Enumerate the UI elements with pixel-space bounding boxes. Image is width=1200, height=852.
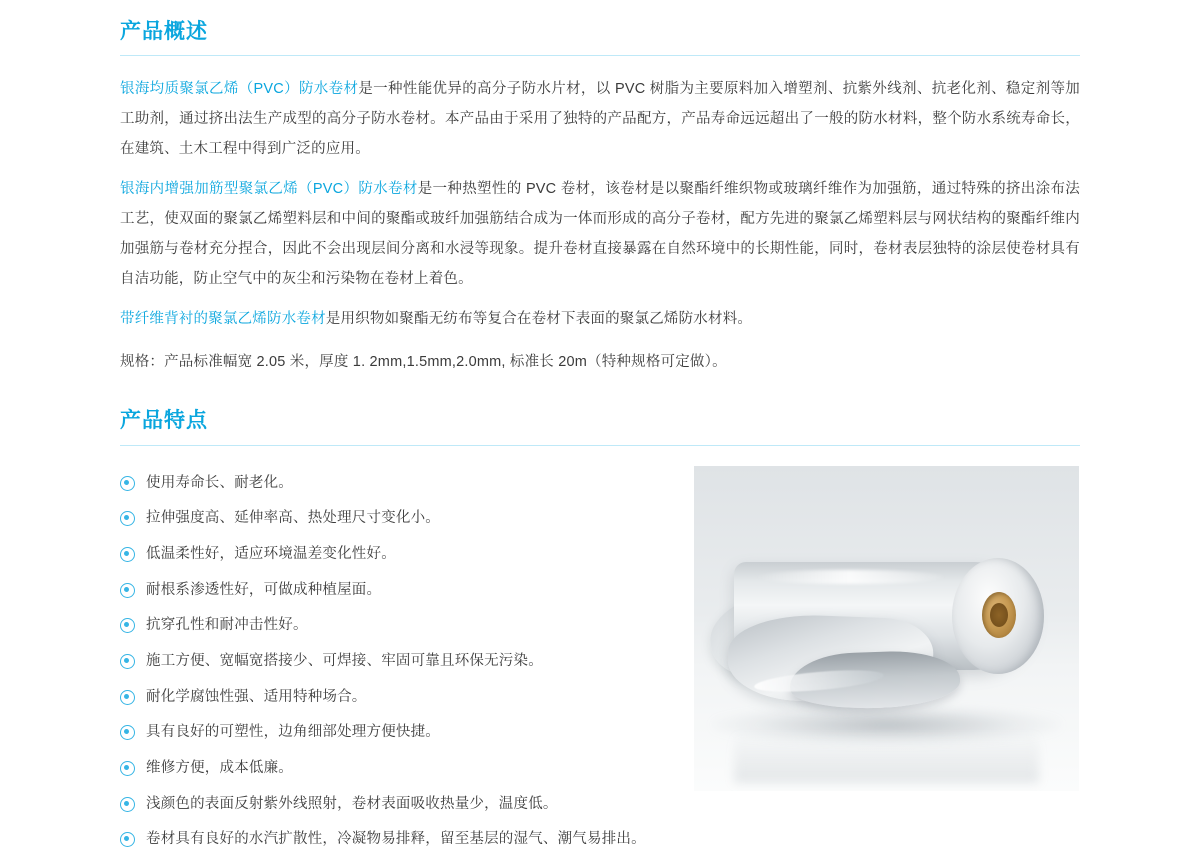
list-item: [120, 757, 680, 780]
product-photo: [694, 466, 1079, 791]
section-product-features: [120, 407, 1080, 851]
bullet-circle-icon: [120, 797, 135, 812]
bullet-circle-icon: [120, 725, 135, 740]
overview-paragraph: [120, 74, 1080, 164]
overview-paragraph: [120, 174, 1080, 294]
feature-text: 维修方便，成本低廉。: [146, 760, 293, 777]
page-content: [120, 18, 1080, 852]
features-layout: [120, 464, 1080, 852]
feature-text: 耐化学腐蚀性强、适用特种场合。: [146, 688, 367, 705]
photo-reflection: [734, 731, 1039, 783]
bullet-circle-icon: [120, 761, 135, 776]
specification-line: 规格：产品标准幅宽 2.05 米，厚度 1. 2mm,1.5mm,2.0mm, 标准长 20m（特种规格可定做）。: [120, 354, 727, 371]
feature-text: 使用寿命长、耐老化。: [146, 474, 293, 491]
section-title-features: 产品特点: [120, 409, 208, 433]
bullet-circle-icon: [120, 476, 135, 491]
section-divider-overview: [120, 55, 1080, 56]
membrane-roll-core: [982, 592, 1016, 638]
list-item: [120, 793, 680, 816]
feature-text: 施工方便、宽幅宽搭接少、可焊接、牢固可靠且环保无污染。: [146, 653, 543, 670]
feature-text: 卷材具有良好的水汽扩散性，冷凝物易排释，留至基层的湿气、潮气易排出。: [146, 831, 646, 848]
section-title-overview: 产品概述: [120, 20, 208, 43]
feature-text: 浅颜色的表面反射紫外线照射，卷材表面吸收热量少，温度低。: [146, 795, 558, 812]
paragraph-body-text: 是一种热塑性的 PVC 卷材，该卷材是以聚酯纤维织物或玻璃纤维作为加强筋，通过特殊的挤出涂布法工艺，使双面的聚氯乙烯塑料层和中间的聚酯或玻纤加强筋结合成为一体而形成的高分子卷材，配方先进的聚氯乙烯塑料层与网状结构的聚酯纤维内加强筋与卷材充分捏合，因此不会出现层间分离和水浸等现象。提升卷材直接暴露在自然环境中的长期性能，同时，卷材表层独特的涂层使卷材具有自洁功能，防止空气中的灰尘和污染物在卷材上着色。: [120, 181, 1080, 288]
paragraph-body-text: 是一种性能优异的高分子防水片材，以 PVC 树脂为主要原料加入增塑剂、抗紫外线剂、抗老化剂、稳定剂等加工助剂，通过挤出法生产成型的高分子防水卷材。本产品由于采用了独特的产品配方，产品寿命远远超出了一般的防水材料，整个防水系统寿命长，在建筑、土木工程中得到广泛的应用。: [120, 81, 1080, 158]
feature-text: 拉伸强度高、延伸率高、热处理尺寸变化小。: [146, 510, 440, 527]
feature-text: 耐根系渗透性好，可做成种植屋面。: [146, 581, 382, 598]
bullet-circle-icon: [120, 583, 135, 598]
bullet-circle-icon: [120, 547, 135, 562]
section-product-overview: [120, 18, 1080, 377]
section-divider-features: [120, 445, 1080, 446]
list-item: [120, 507, 680, 530]
bullet-circle-icon: [120, 832, 135, 847]
feature-text: 具有良好的可塑性，边角细部处理方便快捷。: [146, 724, 440, 741]
list-item: [120, 721, 680, 744]
paragraph-lead-term: 银海均质聚氯乙烯（PVC）防水卷材: [120, 81, 359, 98]
feature-text: 抗穿孔性和耐冲击性好。: [146, 617, 308, 634]
paragraph-lead-term: 带纤维背衬的聚氯乙烯防水卷材: [120, 311, 326, 328]
list-item: [120, 579, 680, 602]
bullet-circle-icon: [120, 511, 135, 526]
bullet-circle-icon: [120, 654, 135, 669]
paragraph-lead-term: 银海内增强加筋型聚氯乙烯（PVC）防水卷材: [120, 181, 418, 198]
list-item: [120, 472, 680, 495]
list-item: [120, 650, 680, 673]
paragraph-body-text: 是用织物如聚酯无纺布等复合在卷材下表面的聚氯乙烯防水材料。: [325, 311, 753, 328]
roll-highlight: [754, 570, 944, 584]
list-item: [120, 614, 680, 637]
list-item: [120, 828, 680, 851]
feature-text: 低温柔性好，适应环境温差变化性好。: [146, 545, 396, 562]
overview-paragraph: [120, 304, 1080, 334]
list-item: [120, 543, 680, 566]
bullet-circle-icon: [120, 618, 135, 633]
feature-list: [120, 464, 680, 852]
list-item: [120, 686, 680, 709]
